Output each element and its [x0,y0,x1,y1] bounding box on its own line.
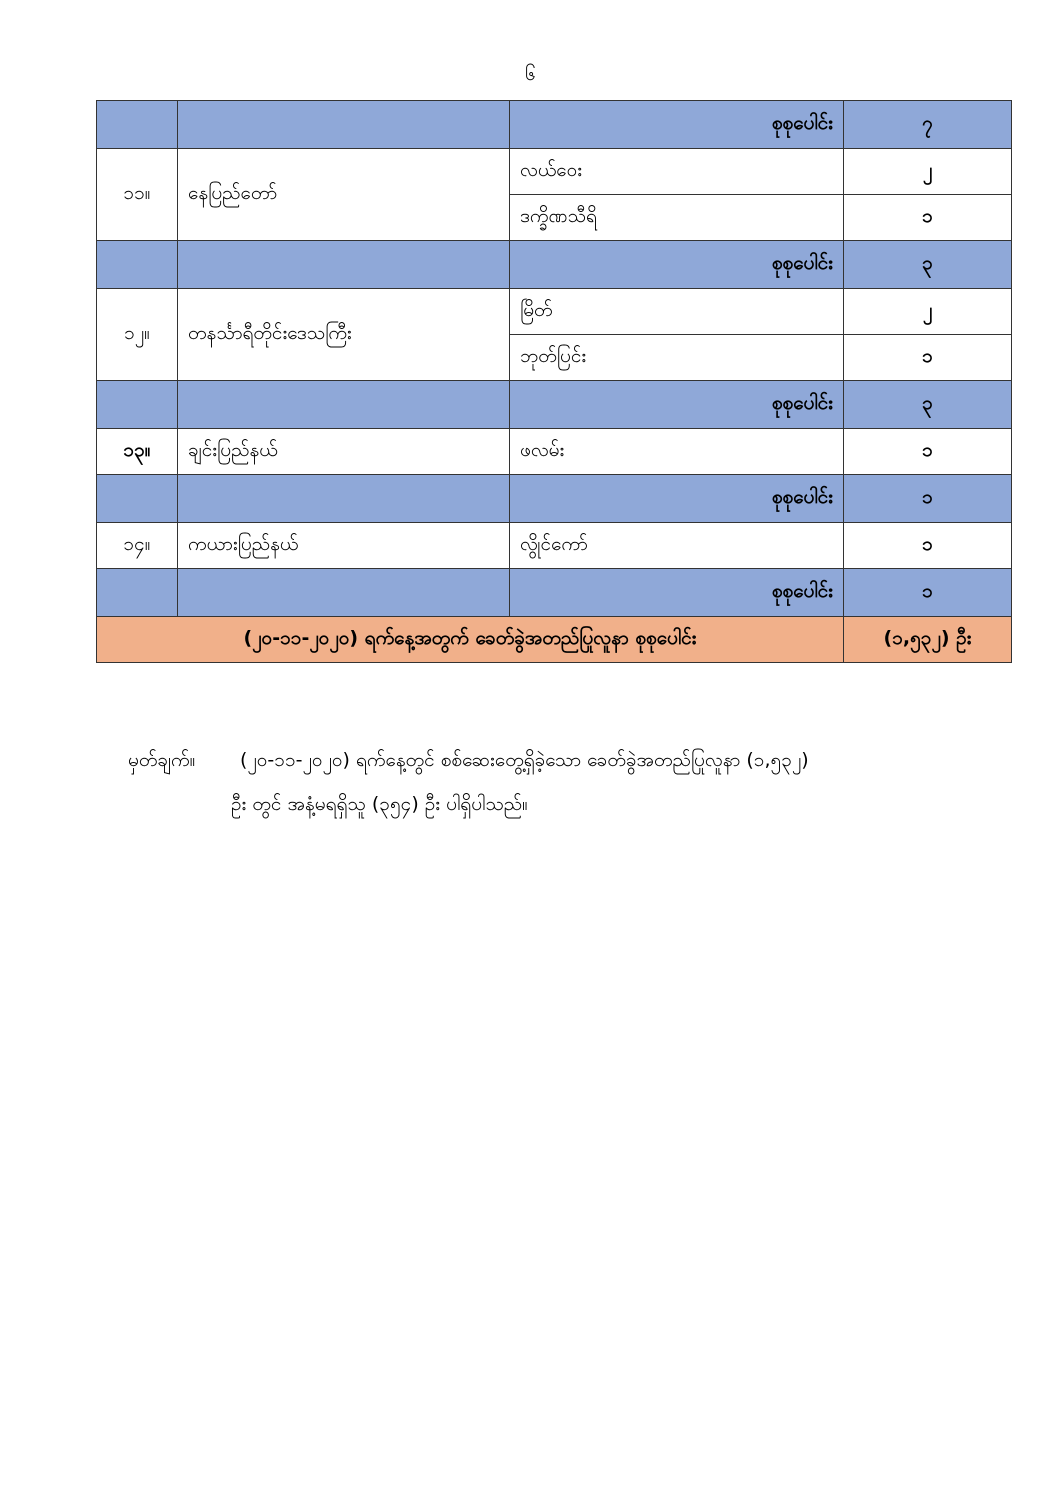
subtotal-label: စုစုပေါင်း [510,101,844,149]
table-row [97,289,1012,335]
subtotal-label: စုစုပေါင်း [510,475,844,523]
footnote-label: မှတ်ချက်။ [128,749,196,771]
region-name: ချင်းပြည်နယ် [178,429,510,475]
table-row [97,149,1012,195]
grand-total-row [97,617,1012,663]
township-name: ဖလမ်း [510,429,844,475]
region-name: နေပြည်တော် [178,149,510,241]
empty-cell [178,101,510,149]
region-number: ၁၁။ [97,149,178,241]
subtotal-count: ၃ [844,381,1012,429]
region-number: ၁၃။ [97,429,178,475]
cases-table [96,100,1012,663]
empty-cell [97,241,178,289]
empty-cell [97,101,178,149]
township-name: ဘုတ်ပြင်း [510,335,844,381]
township-name: လယ်ဝေး [510,149,844,195]
township-count: ၁ [844,335,1012,381]
subtotal-row [97,569,1012,617]
page-number: ၆ [525,63,536,85]
township-count: ၁ [844,195,1012,241]
township-name: ဒက္ခိဏသီရိ [510,195,844,241]
subtotal-count: ၁ [844,569,1012,617]
subtotal-count: ၃ [844,241,1012,289]
township-name: လွိုင်ကော် [510,523,844,569]
subtotal-row [97,475,1012,523]
footnote-text-1: (၂၀-၁၁-၂၀၂၀) ရက်နေ့တွင် စစ်ဆေးတွေ့ရှိခဲ့သော ခေတ်ခွဲအတည်ပြုလူနာ (၁,၅၃၂) [240,749,809,771]
subtotal-label: စုစုပေါင်း [510,381,844,429]
subtotal-label: စုစုပေါင်း [510,569,844,617]
region-number: ၁၄။ [97,523,178,569]
empty-cell [97,475,178,523]
empty-cell [97,381,178,429]
subtotal-count: ၇ [844,101,1012,149]
subtotal-row [97,101,1012,149]
subtotal-count: ၁ [844,475,1012,523]
empty-cell [178,241,510,289]
subtotal-label: စုစုပေါင်း [510,241,844,289]
footnote-line-2: ဦး တွင် အနံ့မရရှိသူ (၃၅၄) ဦး ပါရှိပါသည်။ [231,793,528,815]
region-name: ကယားပြည်နယ် [178,523,510,569]
empty-cell [178,381,510,429]
empty-cell [97,569,178,617]
grand-total-label: (၂၀-၁၁-၂၀၂၀) ရက်နေ့အတွက် ခေတ်ခွဲအတည်ပြုလူနာ စုစုပေါင်း [97,617,844,663]
township-count: ၁ [844,429,1012,475]
empty-cell [178,569,510,617]
footnote [128,738,1008,826]
subtotal-row [97,381,1012,429]
region-name: တနင်္သာရီတိုင်းဒေသကြီး [178,289,510,381]
township-count: ၂ [844,289,1012,335]
township-count: ၂ [844,149,1012,195]
footnote-line-1 [128,738,1008,782]
grand-total-count: (၁,၅၃၂) ဦး [844,617,1012,663]
township-count: ၁ [844,523,1012,569]
table-row [97,429,1012,475]
region-number: ၁၂။ [97,289,178,381]
township-name: မြိတ် [510,289,844,335]
subtotal-row [97,241,1012,289]
table-row [97,523,1012,569]
empty-cell [178,475,510,523]
